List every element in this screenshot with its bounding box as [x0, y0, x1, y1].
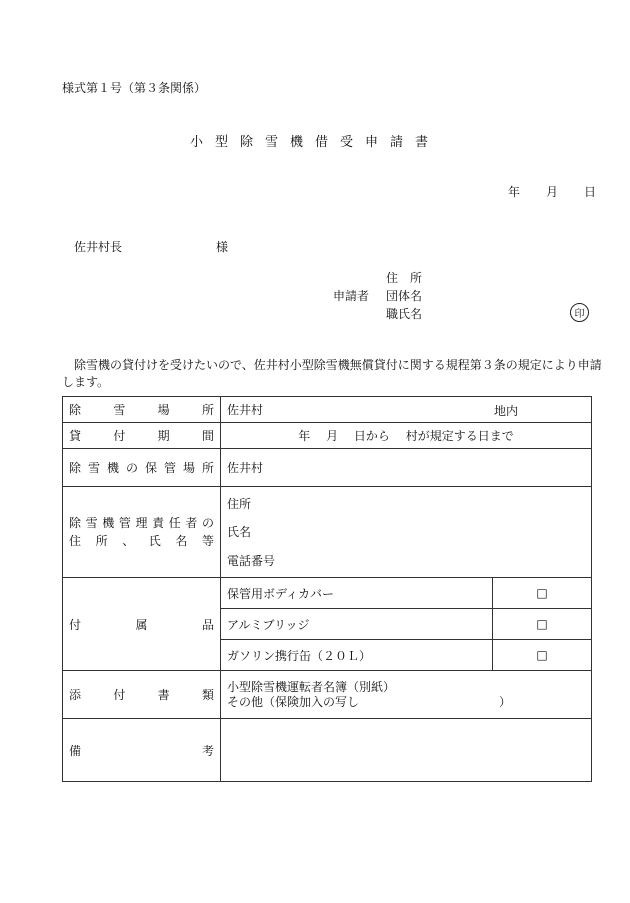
manager-label-line2: 住所、氏名等	[69, 534, 214, 548]
document-title: 小型除雪機借受申請書	[189, 135, 440, 150]
table-row	[63, 578, 592, 609]
applicant-label: 申請者	[333, 289, 370, 303]
date-day: 日	[583, 185, 596, 199]
period-month: 月	[326, 429, 339, 443]
storage-field[interactable]	[221, 449, 592, 487]
table-row	[63, 487, 592, 578]
seal-mark: 印	[570, 303, 589, 322]
storage-label: 除雪機の保管場所	[63, 449, 221, 487]
table-row	[63, 671, 592, 719]
accessories-label: 付属品	[63, 578, 221, 671]
manager-address: 住所	[227, 496, 252, 511]
manager-phone: 電話番号	[227, 553, 276, 568]
accessory-checkbox[interactable]: □	[493, 609, 592, 640]
manager-label-line1: 除雪機管理責任者の	[69, 516, 214, 530]
notes-field[interactable]	[221, 719, 592, 782]
accessory-item: アルミブリッジ	[221, 609, 493, 640]
attachments-field[interactable]	[221, 671, 592, 719]
manager-label	[63, 487, 221, 578]
date-line	[508, 183, 596, 200]
storage-value: 佐井村	[227, 461, 264, 475]
applicant-fields	[386, 269, 422, 323]
attachment-line2: その他（保険加入の写し	[227, 694, 360, 709]
date-month: 月	[545, 185, 558, 199]
period-field[interactable]	[221, 423, 592, 449]
accessory-item: 保管用ボディカバー	[221, 578, 493, 609]
date-year: 年	[507, 185, 520, 199]
table-row	[63, 423, 592, 449]
applicant-name-label: 職氏名	[386, 307, 423, 321]
manager-field[interactable]	[221, 487, 592, 578]
addressee-honorific: 様	[216, 240, 229, 254]
manager-name: 氏名	[227, 524, 252, 539]
request-statement: 除雪機の貸付けを受けたいので、佐井村小型除雪機無償貸付に関する規程第３条の規定により申請します。	[62, 358, 602, 389]
application-table	[62, 396, 592, 782]
attachment-line2-wrap	[227, 695, 585, 710]
addressee-name: 佐井村長	[74, 240, 123, 254]
location-prefix: 佐井村	[227, 403, 264, 417]
notes-label: 備考	[63, 719, 221, 782]
table-row	[63, 397, 592, 423]
attachment-line1: 小型除雪機運転者名簿（別紙）	[227, 679, 396, 694]
location-suffix: 地内	[494, 404, 519, 418]
table-row	[63, 449, 592, 487]
attachments-label: 添付書類	[63, 671, 221, 719]
accessory-checkbox[interactable]: □	[493, 640, 592, 671]
period-day-from: 日から	[353, 429, 390, 443]
applicant-address-label: 住 所	[386, 271, 423, 285]
location-label: 除雪場所	[63, 397, 221, 423]
applicant-group-label: 団体名	[386, 289, 423, 303]
location-field[interactable]	[221, 397, 592, 423]
accessory-checkbox[interactable]: □	[493, 578, 592, 609]
attachment-close-paren: ）	[499, 694, 512, 709]
table-row	[63, 719, 592, 782]
form-number: 様式第１号（第３条関係）	[62, 81, 207, 95]
period-label: 貸付期間	[63, 423, 221, 449]
accessory-item: ガソリン携行缶（２０Ｌ）	[221, 640, 493, 671]
period-until: 村が規定する日まで	[405, 429, 514, 443]
period-year: 年	[298, 429, 311, 443]
